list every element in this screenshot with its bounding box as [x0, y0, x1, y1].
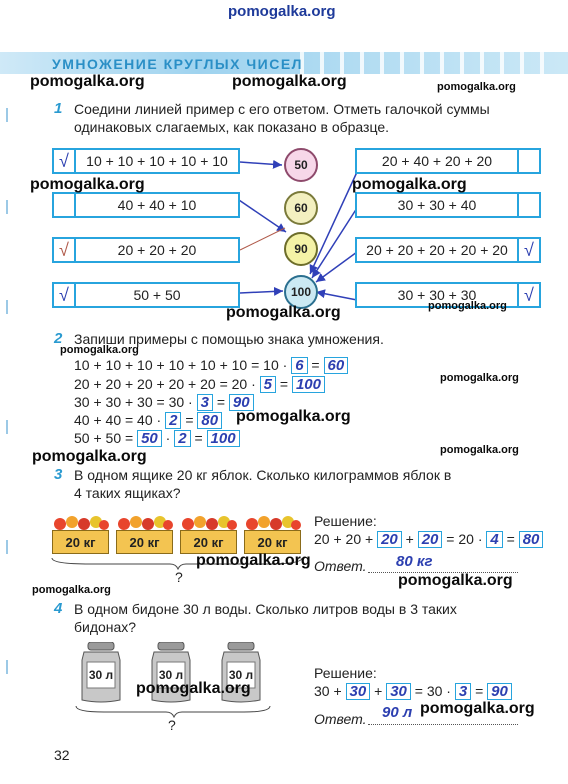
answer-field: 4: [486, 531, 502, 548]
answer-field: 30: [346, 683, 371, 700]
answer-field: 100: [207, 430, 240, 447]
answer-field: 2: [165, 412, 181, 429]
watermark: pomogalka.org: [226, 304, 341, 321]
equation-line: 40 + 40 = 40 · 2 = 80: [74, 412, 222, 429]
check-cell: [54, 194, 76, 216]
question-mark: ?: [168, 717, 176, 733]
answer-field: 90: [229, 394, 254, 411]
task-text: В одном ящике 20 кг яблок. Сколько килограммов яблок в: [74, 467, 452, 483]
equation-line: 20 + 20 + 20 + 20 + 20 = 20 · 5 = 100: [74, 376, 325, 393]
milk-can: [76, 642, 126, 704]
check-icon: √: [54, 239, 76, 261]
expression-text: 20 + 20 + 20 + 20 + 20: [366, 242, 508, 258]
task-number: 1: [54, 100, 63, 117]
check-icon: √: [517, 284, 539, 306]
apple-crate: [180, 514, 237, 554]
answer-label: Ответ.: [314, 558, 367, 574]
crate-label: 20 кг: [52, 530, 109, 554]
watermark: pomogalka.org: [440, 444, 519, 456]
task-number: 2: [54, 330, 63, 347]
watermark: pomogalka.org: [440, 372, 519, 384]
task-text: бидонах?: [74, 619, 137, 635]
can-label: 30 л: [158, 668, 184, 682]
watermark: pomogalka.org: [30, 176, 145, 193]
answer-circle: 60: [284, 191, 318, 225]
left-expression-box: [52, 237, 240, 263]
watermark: pomogalka.org: [196, 552, 311, 569]
question-mark: ?: [175, 569, 183, 585]
watermark: pomogalka.org: [352, 176, 467, 193]
answer-field: 80: [519, 531, 544, 548]
answer-field: 100: [292, 376, 325, 393]
answer-field: 20: [377, 531, 402, 548]
check-icon: √: [54, 150, 76, 172]
check-cell: [517, 194, 539, 216]
watermark: pomogalka.org: [32, 448, 147, 465]
can-label: 30 л: [88, 668, 114, 682]
expression-text: 30 + 30 + 40: [397, 197, 477, 213]
crate-label: 20 кг: [180, 530, 237, 554]
can-label: 30 л: [228, 668, 254, 682]
check-cell: [517, 150, 539, 172]
watermark: pomogalka.org: [60, 344, 139, 356]
right-expression-box: [355, 192, 541, 218]
answer-field: 90: [487, 683, 512, 700]
answer-text: 90 л: [382, 704, 413, 721]
answer-field: 80: [197, 412, 222, 429]
solution-label: Решение:: [314, 513, 377, 529]
equation-line: 50 + 50 = 50 · 2 = 100: [74, 430, 240, 447]
task-text: Соедини линией пример с его ответом. Отметь галочкой суммы: [74, 101, 490, 117]
answer-field: 6: [291, 357, 307, 374]
answer-circle: 50: [284, 148, 318, 182]
watermark: pomogalka.org: [437, 81, 516, 93]
expression-text: 40 + 40 + 10: [117, 197, 197, 213]
left-expression-box: [52, 148, 240, 174]
answer-label: Ответ.: [314, 711, 367, 727]
answer-field: 5: [260, 376, 276, 393]
equation-line: 30 + 30 + 30 = 30 · 3 = 90: [74, 394, 254, 411]
solution-equation: 20 + 20 + 20 + 20 = 20 · 4 = 80: [314, 531, 543, 548]
left-expression-box: [52, 282, 240, 308]
watermark: pomogalka.org: [136, 680, 251, 697]
answer-field: 2: [174, 430, 190, 447]
watermark: pomogalka.org: [420, 700, 535, 717]
expression-text: 20 + 40 + 20 + 20: [381, 153, 493, 169]
watermark: pomogalka.org: [428, 300, 507, 312]
answer-field: 60: [324, 357, 349, 374]
task-text: Запиши примеры с помощью знака умножения.: [74, 331, 384, 347]
expression-text: 10 + 10 + 10 + 10 + 10: [86, 153, 228, 169]
watermark: pomogalka.org: [232, 73, 347, 90]
expression-text: 50 + 50: [133, 287, 181, 303]
watermark: pomogalka.org: [398, 572, 513, 589]
answer-text: 80 кг: [396, 553, 433, 570]
solution-equation: 30 + 30 + 30 = 30 · 3 = 90: [314, 683, 512, 700]
answer-line: [368, 724, 518, 725]
check-icon: √: [517, 239, 539, 261]
task-text: 4 таких ящиках?: [74, 485, 181, 501]
right-expression-box: [355, 237, 541, 263]
apple-crate: [116, 514, 173, 554]
section-title: УМНОЖЕНИЕ КРУГЛЫХ ЧИСЕЛ: [52, 56, 304, 72]
apple-crate: [52, 514, 109, 554]
answer-field: 50: [137, 430, 162, 447]
expression-text: 20 + 20 + 20: [117, 242, 197, 258]
right-expression-box: [355, 148, 541, 174]
left-expression-box: [52, 192, 240, 218]
page-number: 32: [54, 747, 70, 763]
task-number: 3: [54, 466, 63, 483]
answer-field: 3: [455, 683, 471, 700]
task-text: одинаковых слагаемых, как показано в образце.: [74, 119, 390, 135]
answer-circle: 90: [284, 232, 318, 266]
answer-field: 20: [418, 531, 443, 548]
expression-text: 30 + 30 + 30: [397, 287, 477, 303]
solution-label: Решение:: [314, 665, 377, 681]
watermark: pomogalka.org: [236, 408, 351, 425]
watermark: pomogalka.org: [32, 584, 111, 596]
crate-label: 20 кг: [116, 530, 173, 554]
answer-field: 3: [197, 394, 213, 411]
answer-circle: 100: [284, 275, 318, 309]
task-number: 4: [54, 600, 63, 617]
watermark: pomogalka.org: [228, 3, 336, 20]
check-icon: √: [54, 284, 76, 306]
equation-line: 10 + 10 + 10 + 10 + 10 + 10 = 10 · 6 = 60: [74, 357, 348, 374]
apple-crate: [244, 514, 301, 554]
answer-field: 30: [386, 683, 411, 700]
task-text: В одном бидоне 30 л воды. Сколько литров воды в 3 таких: [74, 601, 457, 617]
crate-label: 20 кг: [244, 530, 301, 554]
watermark: pomogalka.org: [30, 73, 145, 90]
